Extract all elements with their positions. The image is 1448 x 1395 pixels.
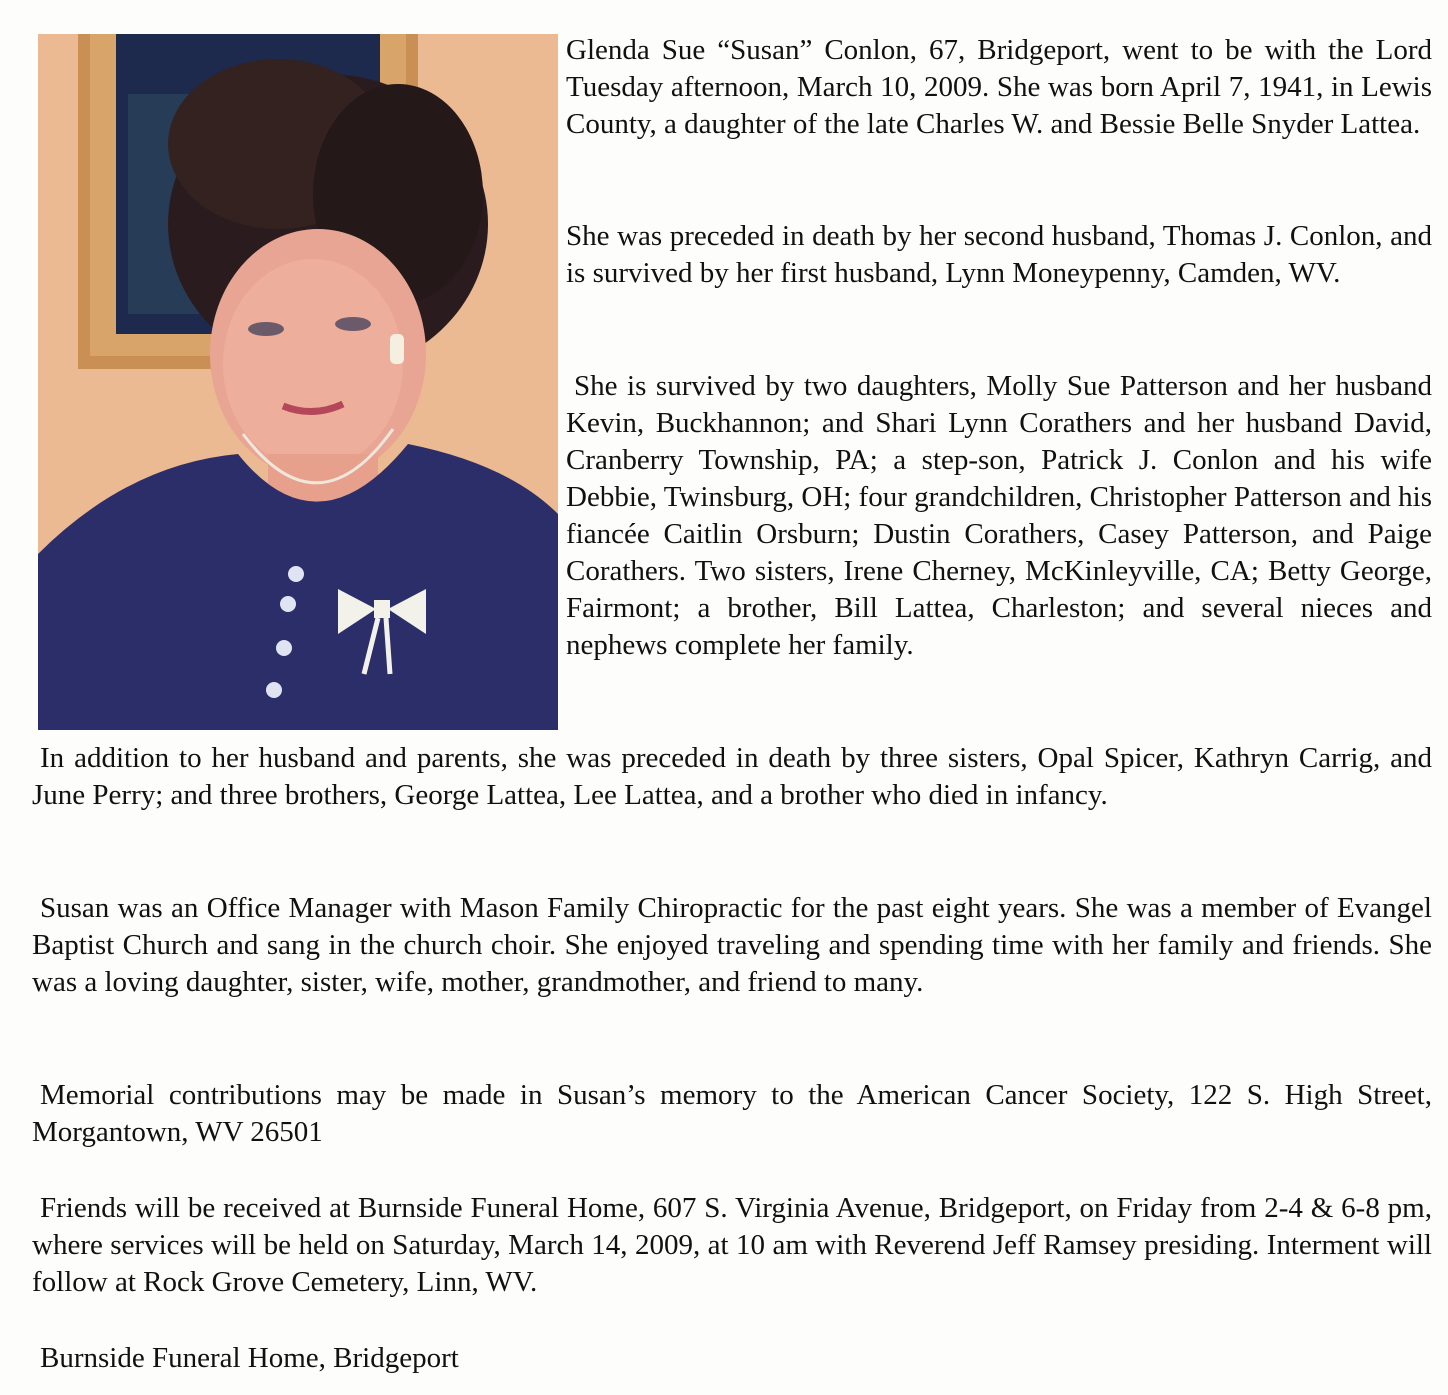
obituary-preceded-paragraph: In addition to her husband and parents, she was preceded in death by three sisters, Opal Spicer, Kathryn Carrig, and June Perry; and three brothers, George Lattea, Lee Lattea, and a brother who died in infancy. xyxy=(32,742,1432,811)
funeral-home-signature: Burnside Funeral Home, Bridgeport xyxy=(40,1342,459,1374)
obituary-memorial-paragraph: Memorial contributions may be made in Susan’s memory to the American Cancer Society, 122 S. High Street, Morgantown, WV 26501 xyxy=(32,1079,1432,1148)
portrait-photo-icon xyxy=(38,34,558,730)
obituary-survivors-paragraph: She is survived by two daughters, Molly Sue Patterson and her husband Kevin, Buckhannon; and Shari Lynn Corathers and her husband David, Cranberry Township, PA; a step-son, Patrick J. Conlon and his wife Debbie, Twinsburg, OH; four grandchildren, Christopher Patterson and his fiancée Caitlin Orsburn; Dustin Corathers, Casey Patterson, and Paige Corathers. Two sisters, Irene Cherney, McKinleyville, CA; Betty George, Fairmont; a brother, Bill Lattea, Charleston; and several nieces and nephews complete her family. xyxy=(566,370,1432,661)
obituary-career-paragraph: Susan was an Office Manager with Mason Family Chiropractic for the past eight years. She was a member of Evangel Baptist Church and sang in the church choir. She enjoyed traveling and spending time with her family and friends. She was a loving daughter, sister, wife, mother, grandmother, and friend to many. xyxy=(32,892,1432,998)
portrait-photo xyxy=(38,34,558,730)
obituary-spouse-paragraph: She was preceded in death by her second husband, Thomas J. Conlon, and is survived by her first husband, Lynn Moneypenny, Camden, WV. xyxy=(566,220,1432,289)
obituary-services-paragraph: Friends will be received at Burnside Funeral Home, 607 S. Virginia Avenue, Bridgeport, on Friday from 2-4 & 6-8 pm, where services will be held on Saturday, March 14, 2009, at 10 am with Reverend Jeff Ramsey presiding. Interment will follow at Rock Grove Cemetery, Linn, WV. xyxy=(32,1192,1432,1298)
obituary-intro-paragraph: Glenda Sue “Susan” Conlon, 67, Bridgeport, went to be with the Lord Tuesday afternoon, March 10, 2009. She was born April 7, 1941, in Lewis County, a daughter of the late Charles W. and Bessie Belle Snyder Lattea. xyxy=(566,34,1432,140)
